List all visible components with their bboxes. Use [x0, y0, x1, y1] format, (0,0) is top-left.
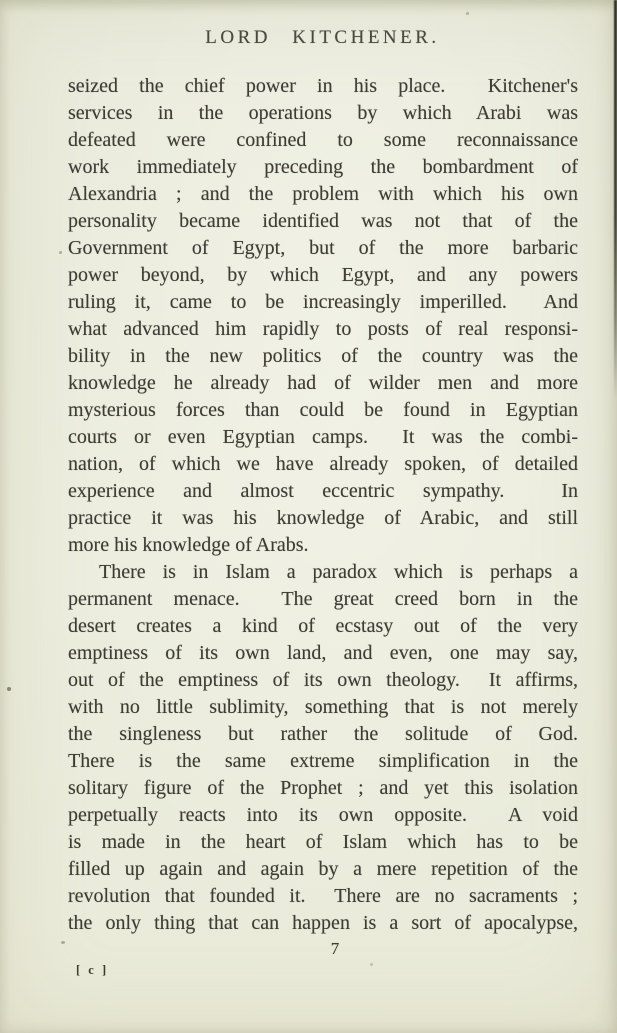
text-line: Government of Egypt, but of the more barbaric — [68, 237, 578, 259]
text-line: There is the same extreme simplification in the — [68, 750, 578, 772]
text-line: desert creates a kind of ecstasy out of the very — [68, 615, 578, 637]
text-line: with no little sublimity, something that is not merely — [68, 696, 578, 718]
text-line: is made in the heart of Islam which has to be — [68, 831, 578, 853]
text-line: courts or even Egyptian camps. It was the combi- — [68, 426, 578, 448]
text-line: power beyond, by which Egypt, and any powers — [68, 264, 578, 286]
paper-speck — [466, 12, 469, 15]
text-line: perpetually reacts into its own opposite. A void — [68, 804, 578, 826]
page-number: 7 — [330, 939, 340, 958]
text-line: permanent menace. The great creed born in the — [68, 588, 578, 610]
paper-speck — [61, 941, 65, 944]
body-text — [68, 73, 578, 937]
paper-speck — [370, 963, 373, 966]
text-line: services in the operations by which Arabi was — [68, 102, 578, 124]
text-line: defeated were confined to some reconnaissance — [68, 129, 578, 151]
text-line: ruling it, came to be increasingly imperilled. And — [68, 291, 578, 313]
text-line: the only thing that can happen is a sort of apocalypse, — [68, 912, 578, 934]
text-line: practice it was his knowledge of Arabic, and still — [68, 507, 578, 529]
text-line: revolution that founded it. There are no sacraments ; — [68, 885, 578, 907]
text-line: bility in the new politics of the country was the — [68, 345, 578, 367]
text-line: mysterious forces than could be found in Egyptian — [68, 399, 578, 421]
text-line: more his knowledge of Arabs. — [68, 534, 309, 556]
text-line: Alexandria ; and the problem with which his own — [68, 183, 578, 205]
paper-speck — [59, 251, 62, 254]
text-line: personality became identified was not that of the — [68, 210, 578, 232]
paragraph — [68, 559, 578, 937]
text-line: experience and almost eccentric sympathy. In — [68, 480, 578, 502]
signature-mark: [ c ] — [76, 963, 109, 977]
text-line: filled up again and again by a mere repetition of the — [68, 858, 578, 880]
text-line: emptiness of its own land, and even, one may say, — [68, 642, 578, 664]
text-line: seized the chief power in his place. Kitchener's — [68, 75, 578, 97]
paragraph — [68, 73, 578, 559]
text-line: knowledge he already had of wilder men and more — [68, 372, 578, 394]
text-line: out of the emptiness of its own theology. It affirms, — [68, 669, 578, 691]
text-line: There is in Islam a paradox which is perhaps a — [99, 561, 578, 583]
running-head: LORD KITCHENER. — [205, 27, 440, 48]
text-line: solitary figure of the Prophet ; and yet this isolation — [68, 777, 578, 799]
text-line: what advanced him rapidly to posts of real responsi- — [68, 318, 578, 340]
paper-speck — [7, 687, 11, 691]
text-line: the singleness but rather the solitude of God. — [68, 723, 578, 745]
text-line: nation, of which we have already spoken, of detailed — [68, 453, 578, 475]
text-line: work immediately preceding the bombardment of — [68, 156, 578, 178]
